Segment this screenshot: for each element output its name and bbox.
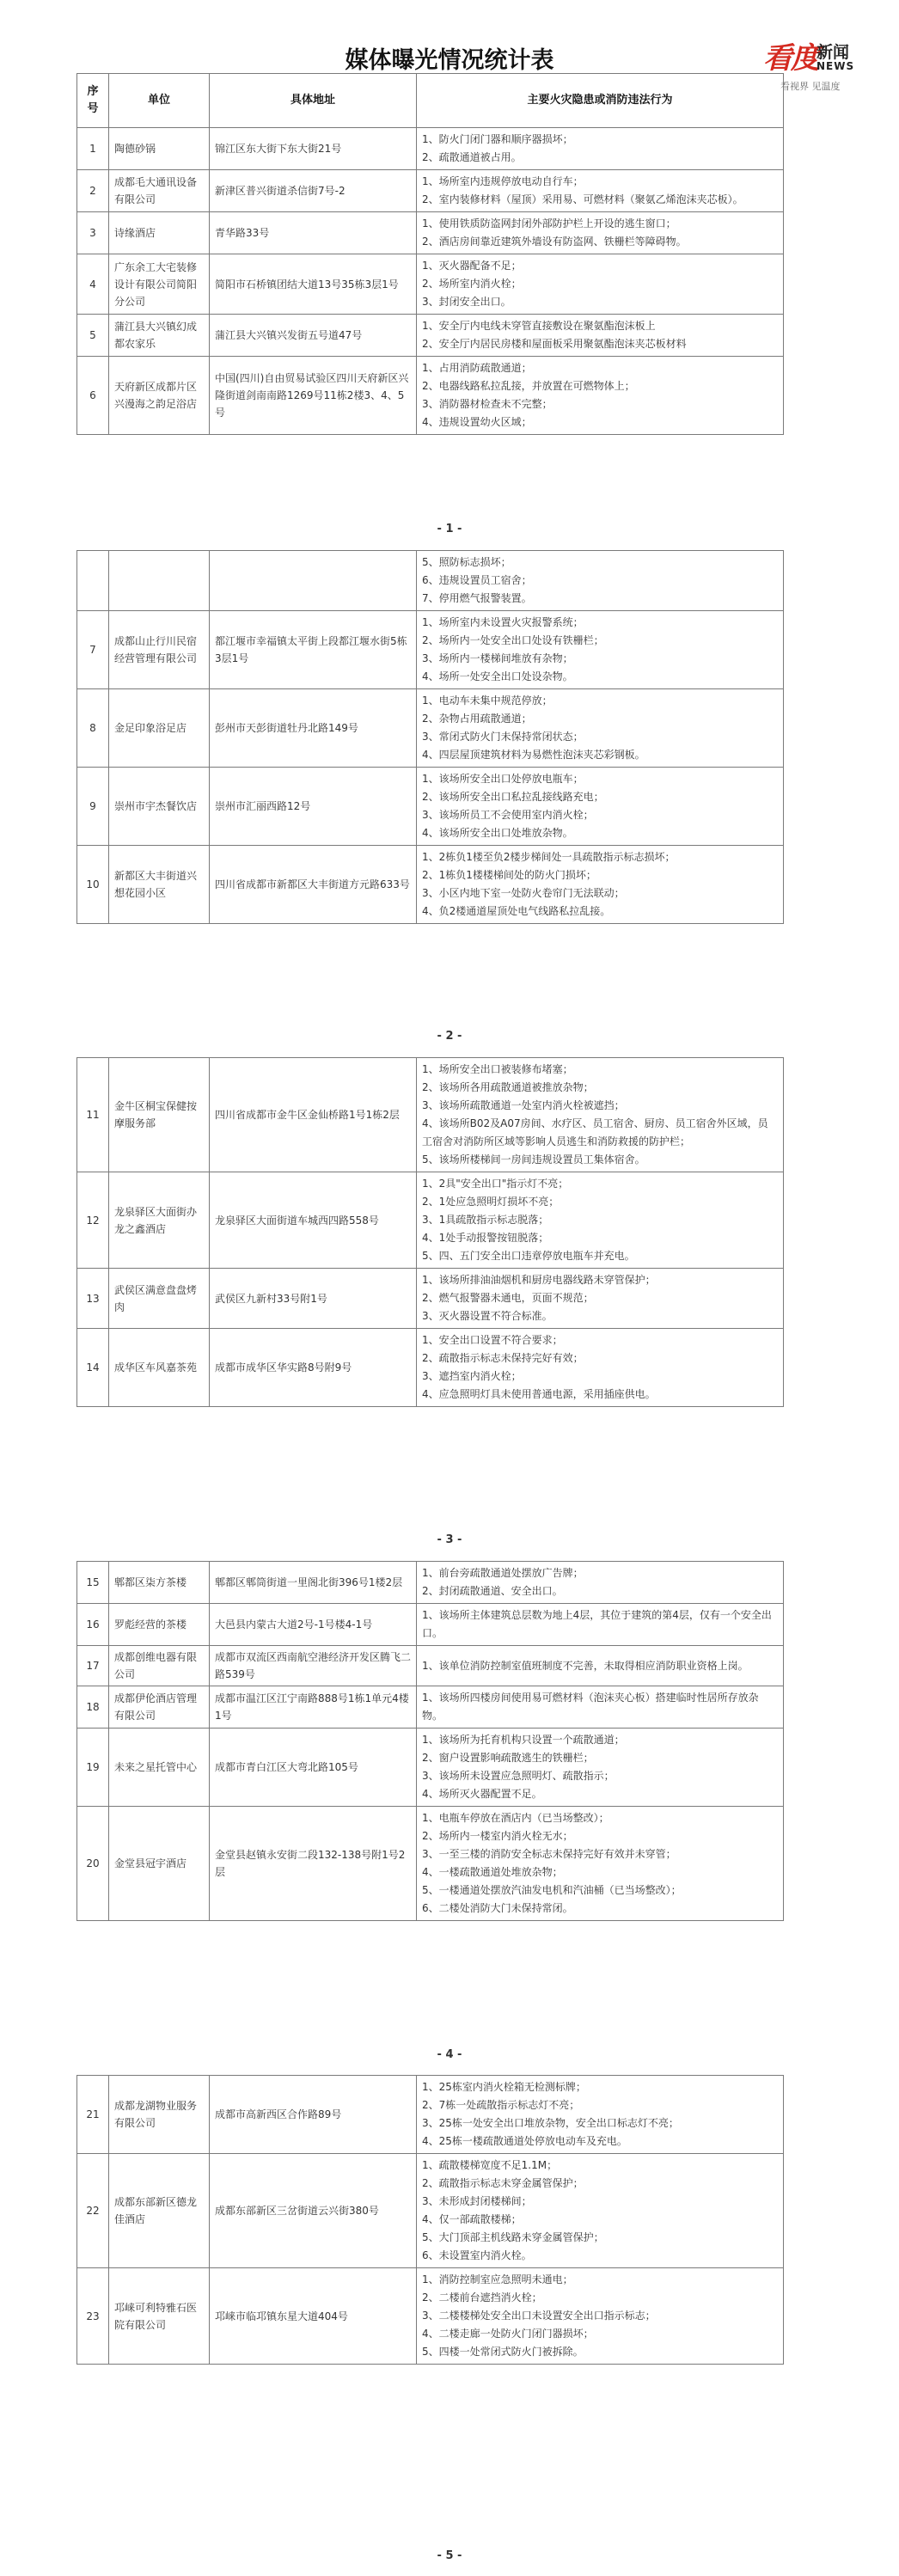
page-number-5: - 5 - [437,2549,462,2562]
address-cell: 成都市温江区江宁南路888号1栋1单元4楼1号 [210,1686,417,1729]
issue-line: 3、该场所未设置应急照明灯、疏散指示； [422,1770,615,1782]
address-cell: 都江堰市幸福镇太平街上段都江堰水街5栋3层1号 [210,611,417,689]
table-row [77,1686,784,1729]
row-number-cell: 17 [77,1646,109,1686]
row-number-cell: 15 [77,1562,109,1604]
unit-name-cell: 金足印象浴足店 [109,689,210,768]
issue-line: 3、小区内地下室一处防火卷帘门无法联动； [422,887,625,899]
issue-line: 1、使用铁质防盗网封闭外部防护栏上开设的逃生窗口； [422,217,676,229]
issue-line: 1、该单位消防控制室值班制度不完善，未取得相应消防职业资格上岗。 [422,1659,749,1672]
table-row [77,1058,784,1172]
table-row [77,1807,784,1921]
stats-table-page-4 [76,1561,784,1921]
issue-line: 2、疏散指示标志未保持完好有效； [422,1352,584,1364]
issues-cell [417,212,784,254]
logo-en-text: NEWS [816,60,855,72]
table-row [77,2076,784,2154]
row-number-cell: 12 [77,1172,109,1269]
issue-line: 2、7栋一处疏散指示标志灯不亮； [422,2099,580,2111]
table-row [77,1646,784,1686]
stats-table-page-3 [76,1057,784,1407]
page-number-2: - 2 - [437,1030,462,1043]
issues-cell [417,689,784,768]
issues-cell [417,1646,784,1686]
table-row [77,2154,784,2268]
stats-table-page-2 [76,550,784,924]
issue-line: 1、场所室内违规停放电动自行车； [422,175,584,187]
issue-line: 4、25栋一楼疏散通道处停放电动车及充电。 [422,2135,627,2147]
unit-name-cell: 广东余工大宅装修设计有限公司简阳分公司 [109,254,210,315]
header-no: 序号 [77,74,109,128]
issues-cell [417,357,784,435]
issue-line: 2、电器线路私拉乱接，并放置在可燃物体上； [422,380,635,392]
row-number-cell: 3 [77,212,109,254]
issues-cell [417,1686,784,1729]
issue-line: 2、1栋负1楼楼梯间处的防火门损坏； [422,869,596,881]
issue-line: 2、场所内一楼室内消火栓无水； [422,1830,573,1842]
issue-line: 4、场所一处安全出口处设杂物。 [422,670,573,682]
issue-line: 2、酒店房间靠近建筑外墙设有防盗网、铁栅栏等障碍物。 [422,236,687,248]
address-cell: 简阳市石桥镇团结大道13号35栋3层1号 [210,254,417,315]
issue-line: 1、2栋负1楼至负2楼步梯间处一具疏散指示标志损坏； [422,851,676,863]
unit-name-cell: 成都创维电器有限公司 [109,1646,210,1686]
issue-line: 4、场所灭火器配置不足。 [422,1788,542,1800]
issue-line: 2、二楼前台遮挡消火栓； [422,2291,542,2304]
unit-name-cell: 崇州市宇杰餐饮店 [109,768,210,846]
address-cell: 成都市青白江区大弯北路105号 [210,1729,417,1807]
issue-line: 4、该场所B02及A07房间、水疗区、员工宿舍、厨房、员工宿舍外区域，员工宿舍对消防所区域等影响人员逃生和消防救援的防护栏； [422,1117,768,1147]
unit-name-cell: 郫都区柒方茶楼 [109,1562,210,1604]
header-unit: 单位 [109,74,210,128]
row-number-cell: 4 [77,254,109,315]
issue-line: 4、违规设置幼火区域； [422,416,532,428]
table-row [77,128,784,170]
issue-line: 2、场所内一处安全出口处设有铁栅栏； [422,634,604,646]
issue-line: 1、安全出口设置不符合要求； [422,1334,563,1346]
issue-line: 1、疏散楼梯宽度不足1.1M； [422,2159,558,2171]
issue-line: 4、应急照明灯具未使用普通电源，采用插座供电。 [422,1388,656,1400]
issues-cell [417,315,784,357]
issue-line: 1、前台旁疏散通道处摆放广告牌； [422,1567,584,1579]
issue-line: 1、电瓶车停放在酒店内（已当场整改）； [422,1812,609,1824]
row-number-cell: 11 [77,1058,109,1172]
issue-line: 4、仅一部疏散楼梯； [422,2213,522,2225]
row-number-cell: 7 [77,611,109,689]
issue-line: 1、场所安全出口被装修布堵塞； [422,1063,573,1075]
issue-line: 2、室内装修材料（屋顶）采用易、可燃材料（聚氨乙烯泡沫夹芯板）。 [422,193,743,205]
row-number-cell: 6 [77,357,109,435]
issue-line: 2、杂物占用疏散通道； [422,713,532,725]
stats-table-page-1 [76,73,784,435]
issue-line: 5、大门顶部主机线路未穿金属管保护； [422,2231,604,2243]
issues-cell [417,1729,784,1807]
address-cell: 成都东部新区三岔街道云兴街380号 [210,2154,417,2268]
table-row [77,689,784,768]
issues-cell [417,2154,784,2268]
address-cell: 彭州市天彭街道牡丹北路149号 [210,689,417,768]
issue-line: 1、防火门闭门器和顺序器损坏； [422,133,573,145]
row-number-cell: 10 [77,846,109,924]
page-number-3: - 3 - [437,1533,462,1546]
unit-name-cell: 未来之星托管中心 [109,1729,210,1807]
table-row [77,846,784,924]
issue-line: 2、疏散指示标志未穿金属管保护； [422,2177,584,2189]
issue-line: 2、安全厅内居民房楼和屋面板采用聚氨酯泡沫夹芯板材料 [422,338,687,350]
issue-line: 2、疏散通道被占用。 [422,151,522,163]
row-number-cell: 2 [77,170,109,212]
issues-cell [417,128,784,170]
page-number-1: - 1 - [437,523,462,535]
row-number-cell: 21 [77,2076,109,2154]
issue-line: 3、遮挡室内消火栓； [422,1370,522,1382]
issue-line: 2、1处应急照明灯损坏不亮； [422,1196,560,1208]
issue-line: 3、未形成封闭楼梯间； [422,2195,532,2207]
address-cell: 郫都区郫筒街道一里阁北街396号1楼2层 [210,1562,417,1604]
address-cell: 四川省成都市金牛区金仙桥路1号1栋2层 [210,1058,417,1172]
issues-cell [417,611,784,689]
unit-name-cell: 新都区大丰街道兴想花园小区 [109,846,210,924]
row-number-cell: 16 [77,1604,109,1646]
table-row [77,768,784,846]
issue-line: 3、该场所疏散通道一处室内消火栓被遮挡； [422,1099,625,1111]
row-number-cell: 1 [77,128,109,170]
issue-line: 1、灭火器配备不足； [422,260,522,272]
address-cell: 成都市双流区西南航空港经济开发区腾飞二路539号 [210,1646,417,1686]
table-header-row [77,74,784,128]
address-cell: 锦江区东大街下东大街21号 [210,128,417,170]
issue-line: 7、停用燃气报警装置。 [422,592,532,604]
issues-cell [417,1058,784,1172]
address-cell: 崇州市汇丽西路12号 [210,768,417,846]
logo-slogan: 看视界 见温度 [780,81,841,92]
issues-cell [417,768,784,846]
issue-line: 4、该场所安全出口处堆放杂物。 [422,827,573,839]
table-row [77,1269,784,1329]
issue-line: 4、二楼走廊一处防火门闭门器损坏； [422,2328,594,2340]
logo-side-text: 新闻 [816,43,850,62]
address-cell [210,551,417,611]
unit-name-cell: 成都龙湖物业服务有限公司 [109,2076,210,2154]
issue-line: 6、二楼处消防大门未保持常闭。 [422,1902,573,1914]
issue-line: 1、消防控制室应急照明未通电； [422,2273,573,2285]
table-row [77,1604,784,1646]
issue-line: 1、电动车未集中规范停放； [422,694,553,707]
row-number-cell: 14 [77,1329,109,1407]
issue-line: 1、安全厅内电线未穿管直接敷设在聚氨酯泡沫板上 [422,320,656,332]
issue-line: 5、照防标志损坏； [422,556,511,568]
issue-line: 3、场所内一楼梯间堆放有杂物； [422,652,573,664]
row-number-cell: 5 [77,315,109,357]
address-cell: 成都市高新西区合作路89号 [210,2076,417,2154]
row-number-cell [77,551,109,611]
issue-line: 1、占用消防疏散通道； [422,362,532,374]
unit-name-cell: 陶德砂锅 [109,128,210,170]
address-cell: 邛崃市临邛镇东星大道404号 [210,2268,417,2365]
issue-line: 5、四楼一处常闭式防火门被拆除。 [422,2346,584,2358]
row-number-cell: 13 [77,1269,109,1329]
address-cell: 成都市成华区华实路8号附9号 [210,1329,417,1407]
table-row [77,1172,784,1269]
issue-line: 1、该场所为托育机构只设置一个疏散通道； [422,1734,625,1746]
logo-main-text: 看度 [763,41,818,76]
issue-line: 1、25栋室内消火栓箱无检测标牌； [422,2081,586,2093]
unit-name-cell: 成都毛大通讯设备有限公司 [109,170,210,212]
issues-cell [417,846,784,924]
address-cell: 蒲江县大兴镇兴发街五号道47号 [210,315,417,357]
table-row [77,254,784,315]
issue-line: 2、该场所各用疏散通道被推放杂物； [422,1081,594,1093]
address-cell: 金堂县赵镇永安街二段132-138号附1号2层 [210,1807,417,1921]
table-row [77,1562,784,1604]
unit-name-cell: 成都山止行川民宿经营管理有限公司 [109,611,210,689]
unit-name-cell: 武侯区满意盘盘烤肉 [109,1269,210,1329]
table-row [77,1329,784,1407]
issue-line: 1、该场所主体建筑总层数为地上4层，其位于建筑的第4层，仅有一个安全出口。 [422,1609,772,1639]
table-row [77,2268,784,2365]
address-cell: 中国(四川)自由贸易试验区四川天府新区兴隆街道剑南南路1269号11栋2楼3、4、5号 [210,357,417,435]
issues-cell [417,1562,784,1604]
issues-cell [417,2076,784,2154]
issue-line: 6、未设置室内消火栓。 [422,2249,532,2261]
table-row [77,611,784,689]
issue-line: 4、负2楼通道屋顶处电气线路私拉乱接。 [422,905,611,917]
issue-line: 1、2具"安全出口"指示灯不亮； [422,1178,569,1190]
issue-line: 5、该场所楼梯间一房间违规设置员工集体宿舍。 [422,1153,645,1166]
stats-table-page-5 [76,2075,784,2365]
issue-line: 5、四、五门安全出口违章停放电瓶车并充电。 [422,1250,635,1262]
page-number-4: - 4 - [437,2048,462,2061]
unit-name-cell [109,551,210,611]
issue-line: 1、该场所安全出口处停放电瓶车； [422,773,584,785]
issues-cell [417,1172,784,1269]
issue-line: 1、场所室内未设置火灾报警系统； [422,616,584,628]
header-issue: 主要火灾隐患或消防违法行为 [417,74,784,128]
issue-line: 3、封闭安全出口。 [422,296,511,308]
row-number-cell: 23 [77,2268,109,2365]
issue-line: 2、燃气报警器未通电，页面不规范； [422,1292,594,1304]
table-row [77,315,784,357]
table-row [77,357,784,435]
unit-name-cell: 天府新区成都片区兴漫海之韵足浴店 [109,357,210,435]
issue-line: 3、一至三楼的消防安全标志未保持完好有效并未穿管； [422,1848,676,1860]
table-row [77,1729,784,1807]
unit-name-cell: 罗彪经营的茶楼 [109,1604,210,1646]
unit-name-cell: 诗缘酒店 [109,212,210,254]
issue-line: 2、场所室内消火栓； [422,278,522,290]
issue-line: 3、二楼楼梯处安全出口未设置安全出口指示标志； [422,2310,656,2322]
table-row [77,551,784,611]
issues-cell [417,254,784,315]
unit-name-cell: 成都伊伦酒店管理有限公司 [109,1686,210,1729]
address-cell: 龙泉驿区大面街道车城西四路558号 [210,1172,417,1269]
address-cell: 大邑县内蒙古大道2号-1号楼4-1号 [210,1604,417,1646]
issue-line: 3、常闭式防火门未保持常闭状态； [422,731,584,743]
row-number-cell: 18 [77,1686,109,1729]
header-addr: 具体地址 [210,74,417,128]
issue-line: 5、一楼通道处摆放汽油发电机和汽油桶（已当场整改）； [422,1884,682,1896]
unit-name-cell: 蒲江县大兴镇幻成都农家乐 [109,315,210,357]
address-cell: 新津区普兴街道杀信街7号-2 [210,170,417,212]
unit-name-cell: 成华区车风嘉茶苑 [109,1329,210,1407]
address-cell: 四川省成都市新都区大丰街道方元路633号 [210,846,417,924]
issues-cell [417,551,784,611]
document-title: 媒体曝光情况统计表 [345,47,554,74]
row-number-cell: 19 [77,1729,109,1807]
address-cell: 武侯区九新村33号附1号 [210,1269,417,1329]
issues-cell [417,1269,784,1329]
unit-name-cell: 金牛区桐宝保健按摩服务部 [109,1058,210,1172]
issue-line: 1、该场所四楼房间使用易可燃材料（泡沫夹心板）搭建临时性居所存放杂物。 [422,1692,759,1722]
issue-line: 2、该场所安全出口私拉乱接线路充电； [422,791,604,803]
issues-cell [417,170,784,212]
row-number-cell: 8 [77,689,109,768]
unit-name-cell: 金堂县冠宇酒店 [109,1807,210,1921]
issue-line: 2、封闭疏散通道、安全出口。 [422,1585,563,1597]
row-number-cell: 9 [77,768,109,846]
issue-line: 4、1处手动报警按钮脱落； [422,1232,549,1244]
issue-line: 6、违规设置员工宿舍； [422,574,532,586]
issues-cell [417,1604,784,1646]
issues-cell [417,1329,784,1407]
issue-line: 3、25栋一处安全出口堆放杂物，安全出口标志灯不亮； [422,2117,679,2129]
issue-line: 3、1具疏散指示标志脱落； [422,1214,549,1226]
table-row [77,170,784,212]
unit-name-cell: 龙泉驿区大面街办龙之鑫酒店 [109,1172,210,1269]
address-cell: 青华路33号 [210,212,417,254]
unit-name-cell: 成都东部新区德龙佳酒店 [109,2154,210,2268]
unit-name-cell: 邛崃可利特雅石医院有限公司 [109,2268,210,2365]
issue-line: 2、窗户设置影响疏散逃生的铁栅栏； [422,1752,594,1764]
issue-line: 4、一楼疏散通道处堆放杂物； [422,1866,563,1878]
issue-line: 3、该场所员工不会使用室内消火栓； [422,809,594,821]
issue-line: 3、消防器材检查未不完整； [422,398,553,410]
row-number-cell: 20 [77,1807,109,1921]
issue-line: 4、四层屋顶建筑材料为易燃性泡沫夹芯彩钢板。 [422,749,645,761]
row-number-cell: 22 [77,2154,109,2268]
issues-cell [417,2268,784,2365]
table-row [77,212,784,254]
issues-cell [417,1807,784,1921]
issue-line: 3、灭火器设置不符合标准。 [422,1310,553,1322]
issue-line: 1、该场所排油油烟机和厨房电器线路未穿管保护； [422,1274,656,1286]
